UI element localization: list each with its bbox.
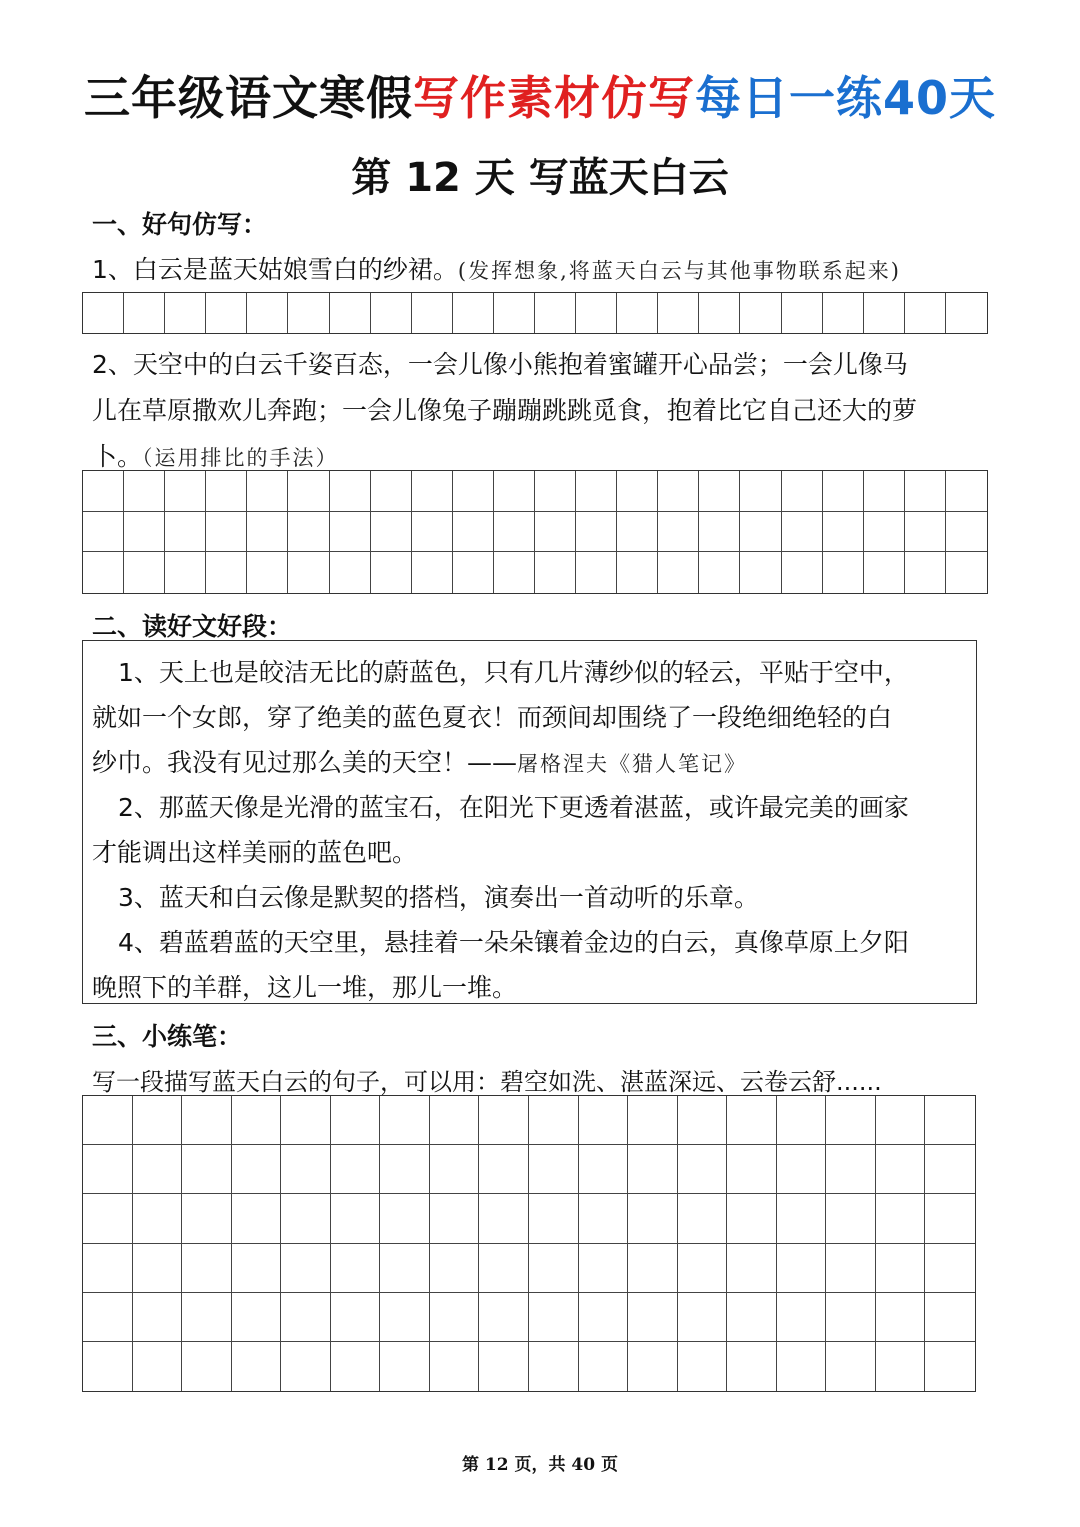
grid-cell[interactable] [124, 471, 165, 512]
grid-cell[interactable] [165, 293, 206, 333]
grid-cell[interactable] [617, 293, 658, 333]
grid-cell[interactable] [133, 1293, 183, 1342]
grid-cell[interactable] [628, 1194, 678, 1243]
grid-cell[interactable] [281, 1293, 331, 1342]
grid-cell[interactable] [380, 1342, 430, 1391]
grid-cell[interactable] [331, 1342, 381, 1391]
grid-cell[interactable] [430, 1342, 480, 1391]
grid-cell[interactable] [579, 1244, 629, 1293]
title-part-3: 每日一练40天 [694, 71, 996, 125]
grid-cell[interactable] [727, 1342, 777, 1391]
grid-cell[interactable] [330, 471, 371, 512]
grid-cell[interactable] [479, 1342, 529, 1391]
grid-cell[interactable] [946, 552, 987, 593]
grid-cell[interactable] [453, 552, 494, 593]
grid-cell[interactable] [777, 1096, 827, 1145]
grid-cell[interactable] [777, 1342, 827, 1391]
grid-cell[interactable] [380, 1096, 430, 1145]
grid-cell[interactable] [876, 1342, 926, 1391]
grid-cell[interactable] [281, 1194, 331, 1243]
section1-sentence1 [92, 250, 901, 286]
grid-cell[interactable] [83, 1342, 133, 1391]
grid-cell[interactable] [579, 1293, 629, 1342]
grid-cell[interactable] [777, 1293, 827, 1342]
sentence1-text: 1、白云是蓝天姑娘雪白的纱裙。 [92, 255, 458, 284]
grid-cell[interactable] [864, 552, 905, 593]
grid-cell[interactable] [529, 1342, 579, 1391]
grid-cell[interactable] [946, 293, 987, 333]
grid-cell[interactable] [133, 1342, 183, 1391]
grid-cell[interactable] [576, 512, 617, 553]
grid-cell[interactable] [782, 471, 823, 512]
grid-cell[interactable] [782, 293, 823, 333]
grid-cell[interactable] [925, 1244, 975, 1293]
grid-cell[interactable] [579, 1096, 629, 1145]
grid-cell[interactable] [182, 1096, 232, 1145]
grid-cell[interactable] [453, 471, 494, 512]
grid-cell[interactable] [678, 1145, 728, 1194]
grid-cell[interactable] [699, 512, 740, 553]
grid-cell[interactable] [430, 1194, 480, 1243]
grid-cell[interactable] [579, 1194, 629, 1243]
grid-cell[interactable] [678, 1096, 728, 1145]
grid-cell[interactable] [905, 293, 946, 333]
grid-cell[interactable] [232, 1244, 282, 1293]
grid-cell[interactable] [823, 471, 864, 512]
grid-cell[interactable] [535, 293, 576, 333]
grid-cell[interactable] [876, 1096, 926, 1145]
grid-cell[interactable] [529, 1145, 579, 1194]
passage1-line3-text: 纱巾。我没有见过那么美的天空！—— [92, 748, 518, 777]
grid-cell[interactable] [699, 552, 740, 593]
day-title: 第 12 天 写蓝天白云 [351, 155, 729, 201]
grid-cell[interactable] [288, 471, 329, 512]
grid-cell[interactable] [658, 512, 699, 553]
writing-grid-1[interactable] [82, 292, 988, 334]
grid-cell[interactable] [782, 552, 823, 593]
grid-cell[interactable] [946, 471, 987, 512]
grid-cell[interactable] [232, 1194, 282, 1243]
grid-cell[interactable] [535, 471, 576, 512]
grid-cell[interactable] [232, 1145, 282, 1194]
grid-cell[interactable] [876, 1244, 926, 1293]
grid-cell[interactable] [740, 293, 781, 333]
grid-cell[interactable] [823, 512, 864, 553]
grid-cell[interactable] [380, 1194, 430, 1243]
grid-cell[interactable] [83, 1194, 133, 1243]
grid-cell[interactable] [826, 1194, 876, 1243]
grid-cell[interactable] [380, 1293, 430, 1342]
grid-cell[interactable] [529, 1096, 579, 1145]
page-footer: 第 12 页，共 40 页 [462, 1455, 618, 1475]
grid-cell[interactable] [529, 1293, 579, 1342]
grid-cell[interactable] [628, 1342, 678, 1391]
grid-cell[interactable] [83, 1096, 133, 1145]
grid-cell[interactable] [535, 512, 576, 553]
grid-cell[interactable] [330, 552, 371, 593]
grid-cell[interactable] [83, 512, 124, 553]
grid-cell[interactable] [479, 1145, 529, 1194]
grid-cell[interactable] [658, 552, 699, 593]
grid-cell[interactable] [727, 1293, 777, 1342]
grid-cell[interactable] [371, 512, 412, 553]
grid-cell[interactable] [83, 293, 124, 333]
grid-cell[interactable] [133, 1096, 183, 1145]
grid-cell[interactable] [740, 512, 781, 553]
writing-grid-3[interactable] [82, 1095, 976, 1392]
grid-cell[interactable] [925, 1293, 975, 1342]
grid-cell[interactable] [281, 1342, 331, 1391]
sentence2-hint: （运用排比的手法） [142, 446, 339, 470]
grid-cell[interactable] [247, 293, 288, 333]
grid-cell[interactable] [925, 1096, 975, 1145]
grid-cell[interactable] [380, 1244, 430, 1293]
grid-cell[interactable] [331, 1145, 381, 1194]
grid-cell[interactable] [83, 1145, 133, 1194]
grid-cell[interactable] [412, 552, 453, 593]
section3-heading: 三、小练笔： [92, 1022, 243, 1051]
grid-cell[interactable] [165, 512, 206, 553]
grid-cell[interactable] [628, 1145, 678, 1194]
grid-cell[interactable] [905, 512, 946, 553]
grid-cell[interactable] [165, 552, 206, 593]
grid-cell[interactable] [331, 1244, 381, 1293]
grid-cell[interactable] [247, 471, 288, 512]
grid-cell[interactable] [371, 471, 412, 512]
grid-cell[interactable] [288, 293, 329, 333]
grid-cell[interactable] [288, 552, 329, 593]
grid-cell[interactable] [823, 293, 864, 333]
grid-cell[interactable] [331, 1194, 381, 1243]
passage1-citation: 屠格涅夫《猎人笔记》 [517, 752, 748, 776]
grid-cell[interactable] [727, 1244, 777, 1293]
grid-cell[interactable] [925, 1194, 975, 1243]
grid-cell[interactable] [946, 512, 987, 553]
grid-cell[interactable] [678, 1244, 728, 1293]
grid-cell[interactable] [133, 1194, 183, 1243]
grid-cell[interactable] [206, 293, 247, 333]
writing-grid-2[interactable] [82, 470, 988, 594]
grid-cell[interactable] [412, 293, 453, 333]
grid-cell[interactable] [864, 471, 905, 512]
grid-cell[interactable] [165, 471, 206, 512]
grid-cell[interactable] [479, 1244, 529, 1293]
grid-cell[interactable] [232, 1342, 282, 1391]
grid-cell[interactable] [83, 1244, 133, 1293]
grid-cell[interactable] [494, 471, 535, 512]
section1-sentence2-line2: 儿在草原撒欢儿奔跑；一会儿像兔子蹦蹦跳跳觅食，抱着比它自己还大的萝 [92, 396, 918, 425]
section3-prompt: 写一段描写蓝天白云的句子，可以用：碧空如洗、湛蓝深远、云卷云舒...... [92, 1068, 882, 1096]
grid-cell[interactable] [628, 1293, 678, 1342]
grid-cell[interactable] [740, 471, 781, 512]
grid-cell[interactable] [281, 1244, 331, 1293]
grid-cell[interactable] [740, 552, 781, 593]
grid-cell[interactable] [133, 1145, 183, 1194]
grid-cell[interactable] [925, 1342, 975, 1391]
grid-cell[interactable] [430, 1096, 480, 1145]
grid-cell[interactable] [330, 293, 371, 333]
grid-cell[interactable] [453, 512, 494, 553]
grid-cell[interactable] [412, 512, 453, 553]
grid-cell[interactable] [182, 1293, 232, 1342]
grid-cell[interactable] [479, 1096, 529, 1145]
grid-cell[interactable] [876, 1293, 926, 1342]
grid-cell[interactable] [206, 512, 247, 553]
grid-cell[interactable] [678, 1194, 728, 1243]
grid-cell[interactable] [529, 1194, 579, 1243]
grid-cell[interactable] [678, 1342, 728, 1391]
grid-cell[interactable] [826, 1342, 876, 1391]
grid-cell[interactable] [124, 293, 165, 333]
grid-cell[interactable] [430, 1293, 480, 1342]
grid-cell[interactable] [330, 512, 371, 553]
grid-cell[interactable] [617, 512, 658, 553]
grid-cell[interactable] [206, 552, 247, 593]
grid-cell[interactable] [699, 293, 740, 333]
grid-cell[interactable] [371, 293, 412, 333]
grid-cell[interactable] [777, 1145, 827, 1194]
grid-cell[interactable] [925, 1145, 975, 1194]
passage4-line2: 晚照下的羊群，这儿一堆，那儿一堆。 [92, 973, 518, 1002]
grid-cell[interactable] [83, 552, 124, 593]
grid-cell[interactable] [479, 1194, 529, 1243]
grid-cell[interactable] [124, 512, 165, 553]
grid-cell[interactable] [658, 293, 699, 333]
grid-cell[interactable] [331, 1293, 381, 1342]
grid-cell[interactable] [579, 1145, 629, 1194]
grid-cell[interactable] [412, 471, 453, 512]
title-part-2: 写作素材仿写 [412, 71, 695, 125]
passage1-line3 [92, 743, 747, 779]
grid-cell[interactable] [430, 1145, 480, 1194]
passage3-line1: 3、蓝天和白云像是默契的搭档，演奏出一首动听的乐章。 [118, 883, 759, 912]
grid-cell[interactable] [494, 512, 535, 553]
passage1-line1: 1、天上也是皎洁无比的蔚蓝色，只有几片薄纱似的轻云，平贴于空中， [118, 658, 909, 687]
grid-cell[interactable] [905, 552, 946, 593]
grid-cell[interactable] [876, 1145, 926, 1194]
grid-cell[interactable] [782, 512, 823, 553]
grid-cell[interactable] [182, 1194, 232, 1243]
grid-cell[interactable] [494, 552, 535, 593]
grid-cell[interactable] [453, 293, 494, 333]
grid-cell[interactable] [576, 293, 617, 333]
section1-heading: 一、好句仿写： [92, 210, 268, 239]
grid-cell[interactable] [658, 471, 699, 512]
grid-cell[interactable] [182, 1145, 232, 1194]
grid-cell[interactable] [288, 512, 329, 553]
grid-cell[interactable] [826, 1145, 876, 1194]
grid-cell[interactable] [579, 1342, 629, 1391]
grid-cell[interactable] [576, 471, 617, 512]
grid-cell[interactable] [628, 1244, 678, 1293]
grid-cell[interactable] [83, 1293, 133, 1342]
section1-sentence2-line3 [92, 437, 339, 473]
grid-cell[interactable] [699, 471, 740, 512]
grid-cell[interactable] [479, 1293, 529, 1342]
passage2-line1: 2、那蓝天像是光滑的蓝宝石，在阳光下更透着湛蓝，或许最完美的画家 [118, 793, 909, 822]
main-title [0, 62, 1080, 128]
grid-cell[interactable] [124, 552, 165, 593]
grid-cell[interactable] [777, 1194, 827, 1243]
grid-cell[interactable] [678, 1293, 728, 1342]
grid-cell[interactable] [535, 552, 576, 593]
grid-cell[interactable] [617, 471, 658, 512]
grid-cell[interactable] [133, 1244, 183, 1293]
grid-cell[interactable] [727, 1096, 777, 1145]
grid-cell[interactable] [83, 471, 124, 512]
grid-cell[interactable] [206, 471, 247, 512]
grid-cell[interactable] [864, 293, 905, 333]
grid-cell[interactable] [905, 471, 946, 512]
grid-cell[interactable] [628, 1096, 678, 1145]
passage2-line2: 才能调出这样美丽的蓝色吧。 [92, 838, 418, 867]
passage4-line1: 4、碧蓝碧蓝的天空里，悬挂着一朵朵镶着金边的白云，真像草原上夕阳 [118, 928, 909, 957]
grid-cell[interactable] [727, 1145, 777, 1194]
grid-cell[interactable] [826, 1244, 876, 1293]
grid-cell[interactable] [529, 1244, 579, 1293]
grid-cell[interactable] [576, 552, 617, 593]
section2-heading: 二、读好文好段： [92, 612, 293, 641]
grid-cell[interactable] [826, 1293, 876, 1342]
grid-cell[interactable] [331, 1096, 381, 1145]
passage1-line2: 就如一个女郎，穿了绝美的蓝色夏衣！而颈间却围绕了一段绝细绝轻的白 [92, 703, 893, 732]
grid-cell[interactable] [182, 1244, 232, 1293]
grid-cell[interactable] [864, 512, 905, 553]
grid-cell[interactable] [826, 1096, 876, 1145]
grid-cell[interactable] [494, 293, 535, 333]
grid-cell[interactable] [823, 552, 864, 593]
grid-cell[interactable] [247, 552, 288, 593]
grid-cell[interactable] [371, 552, 412, 593]
grid-cell[interactable] [232, 1293, 282, 1342]
grid-cell[interactable] [247, 512, 288, 553]
grid-cell[interactable] [281, 1096, 331, 1145]
grid-cell[interactable] [876, 1194, 926, 1243]
grid-cell[interactable] [182, 1342, 232, 1391]
grid-cell[interactable] [430, 1244, 480, 1293]
grid-cell[interactable] [617, 552, 658, 593]
sentence2-line3-text: 卜。 [92, 442, 143, 471]
grid-cell[interactable] [232, 1096, 282, 1145]
grid-cell[interactable] [281, 1145, 331, 1194]
title-part-1: 三年级语文寒假 [83, 71, 413, 125]
grid-cell[interactable] [380, 1145, 430, 1194]
grid-cell[interactable] [777, 1244, 827, 1293]
sentence1-hint: (发挥想象,将蓝天白云与其他事物联系起来) [457, 259, 901, 283]
grid-cell[interactable] [727, 1194, 777, 1243]
section1-sentence2-line1: 2、天空中的白云千姿百态，一会儿像小熊抱着蜜罐开心品尝；一会儿像马 [92, 350, 908, 379]
